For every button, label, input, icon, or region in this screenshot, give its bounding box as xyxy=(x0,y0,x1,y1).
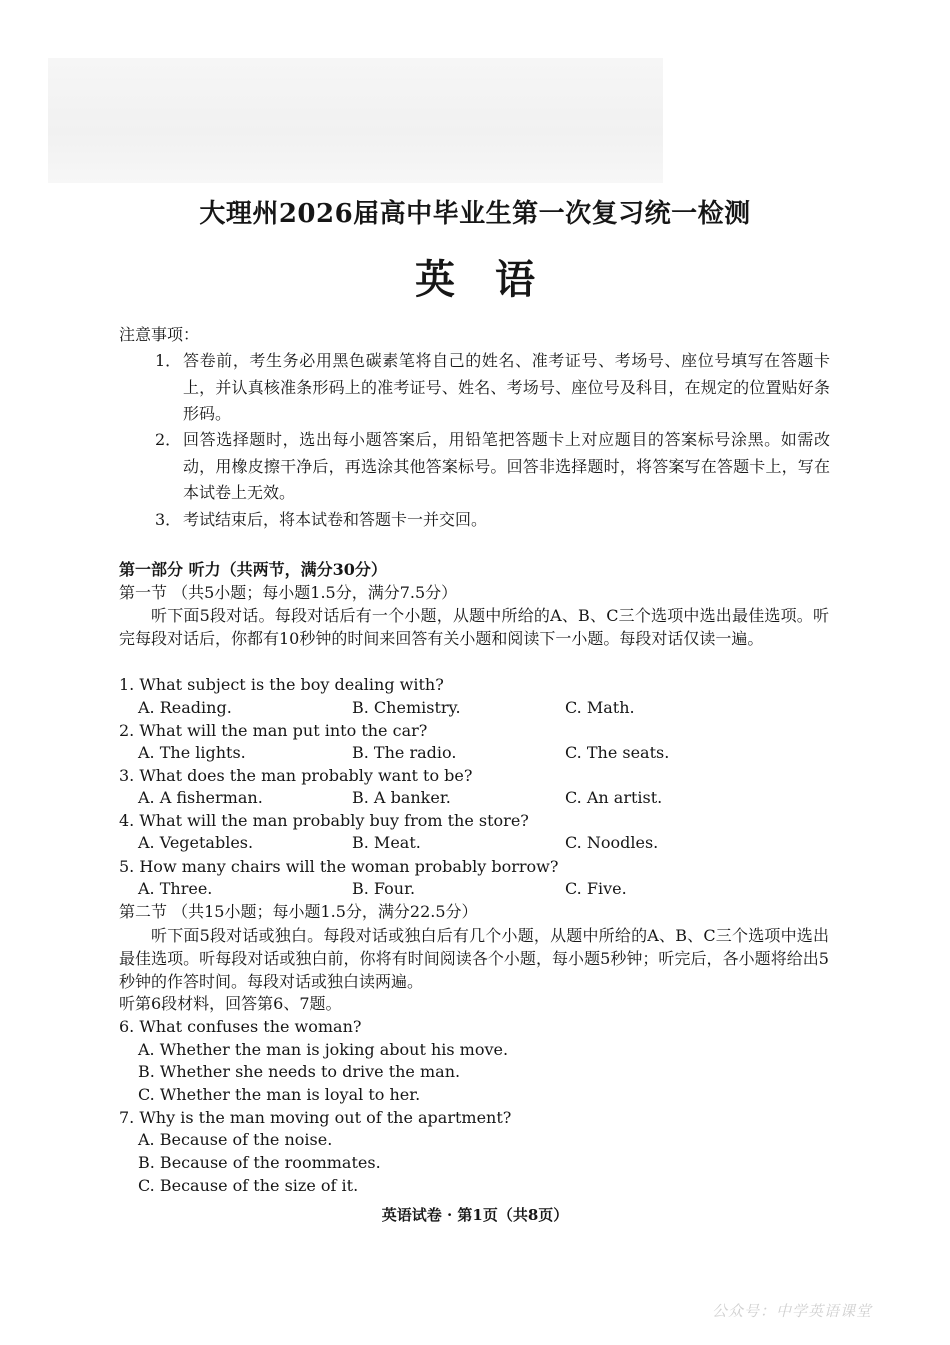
q4-option-a: A. Vegetables. xyxy=(138,833,254,852)
notice-item-text: 考试结束后，将本试卷和答题卡一并交回。 xyxy=(183,510,488,529)
scan-shading xyxy=(48,58,663,183)
subject-title: 英语 xyxy=(415,256,575,303)
section1-instructions: 听下面5段对话。每段对话后有一个小题，从题中所给的A、B、C三个选项中选出最佳选项。听完每段对话后，你都有10秒钟的时间来回答有关小题和阅读下一小题。每段对话仅读一遍。 xyxy=(119,606,829,648)
notice-item-text: 答卷前，考生务必用黑色碳素笔将自己的姓名、准考证号、考场号、座位号填写在答题卡上，并认真核准条形码上的准考证号、姓名、考场号、座位号及科目，在规定的位置贴好条形码。 xyxy=(183,351,830,423)
q7-option-a: A. Because of the noise. xyxy=(138,1130,333,1149)
notice-item-3 xyxy=(155,507,830,534)
section2-instructions: 听下面5段对话或独白。每段对话或独白后有几个小题，从题中所给的A、B、C三个选项中选出最佳选项。听每段对话或独白前，你将有时间阅读各个小题，每小题5秒钟；听完后，各小题将给出5秒钟的作答时间。每段对话或独白读两遍。 xyxy=(119,926,829,991)
watermark: 公众号：中学英语课堂 xyxy=(712,1302,873,1320)
section1-title: 第一节 （共5小题；每小题1.5分，满分7.5分） xyxy=(119,583,458,602)
q2-option-c: C. The seats. xyxy=(565,743,670,762)
exam-title: 大理州2026届高中毕业生第一次复习统一检测 xyxy=(199,199,751,229)
q3-option-a: A. A fisherman. xyxy=(138,788,263,807)
notice-item-number: 3． xyxy=(155,510,182,529)
q4-option-c: C. Noodles. xyxy=(565,833,659,852)
q5-option-a: A. Three. xyxy=(138,879,213,898)
q3-option-b: B. A banker. xyxy=(352,788,451,807)
q3-option-c: C. An artist. xyxy=(565,788,663,807)
q6-option-c: C. Whether the man is loyal to her. xyxy=(138,1085,421,1104)
question-3: 3. What does the man probably want to be? xyxy=(119,766,473,785)
question-1: 1. What subject is the boy dealing with? xyxy=(119,675,444,694)
part1-title: 第一部分 听力（共两节，满分30分） xyxy=(119,560,387,579)
question-6: 6. What confuses the woman? xyxy=(119,1017,362,1036)
question-2: 2. What will the man put into the car? xyxy=(119,721,428,740)
q4-option-b: B. Meat. xyxy=(352,833,421,852)
q1-option-b: B. Chemistry. xyxy=(352,698,461,717)
page-footer: 英语试卷 · 第1页（共8页） xyxy=(381,1206,569,1224)
notice-item-number: 2． xyxy=(155,430,182,449)
notice-item-1 xyxy=(155,348,830,428)
notice-item-2 xyxy=(155,427,830,507)
q5-option-c: C. Five. xyxy=(565,879,627,898)
q5-option-b: B. Four. xyxy=(352,879,416,898)
q7-option-b: B. Because of the roommates. xyxy=(138,1153,381,1172)
notice-title: 注意事项： xyxy=(119,325,200,344)
notice-item-text: 回答选择题时，选出每小题答案后，用铅笔把答题卡上对应题目的答案标号涂黑。如需改动，用橡皮擦干净后，再选涂其他答案标号。回答非选择题时，将答案写在答题卡上，写在本试卷上无效。 xyxy=(183,430,830,502)
q6-option-a: A. Whether the man is joking about his move. xyxy=(138,1040,509,1059)
material-note: 听第6段材料，回答第6、7题。 xyxy=(119,994,342,1013)
q7-option-c: C. Because of the size of it. xyxy=(138,1176,359,1195)
q2-option-b: B. The radio. xyxy=(352,743,457,762)
q1-option-a: A. Reading. xyxy=(138,698,232,717)
question-4: 4. What will the man probably buy from the store? xyxy=(119,811,529,830)
notice-item-number: 1． xyxy=(155,351,182,370)
question-7: 7. Why is the man moving out of the apartment? xyxy=(119,1108,512,1127)
q2-option-a: A. The lights. xyxy=(138,743,246,762)
section2-title: 第二节 （共15小题；每小题1.5分，满分22.5分） xyxy=(119,902,478,921)
question-5: 5. How many chairs will the woman probably borrow? xyxy=(119,857,559,876)
q1-option-c: C. Math. xyxy=(565,698,635,717)
q6-option-b: B. Whether she needs to drive the man. xyxy=(138,1062,461,1081)
